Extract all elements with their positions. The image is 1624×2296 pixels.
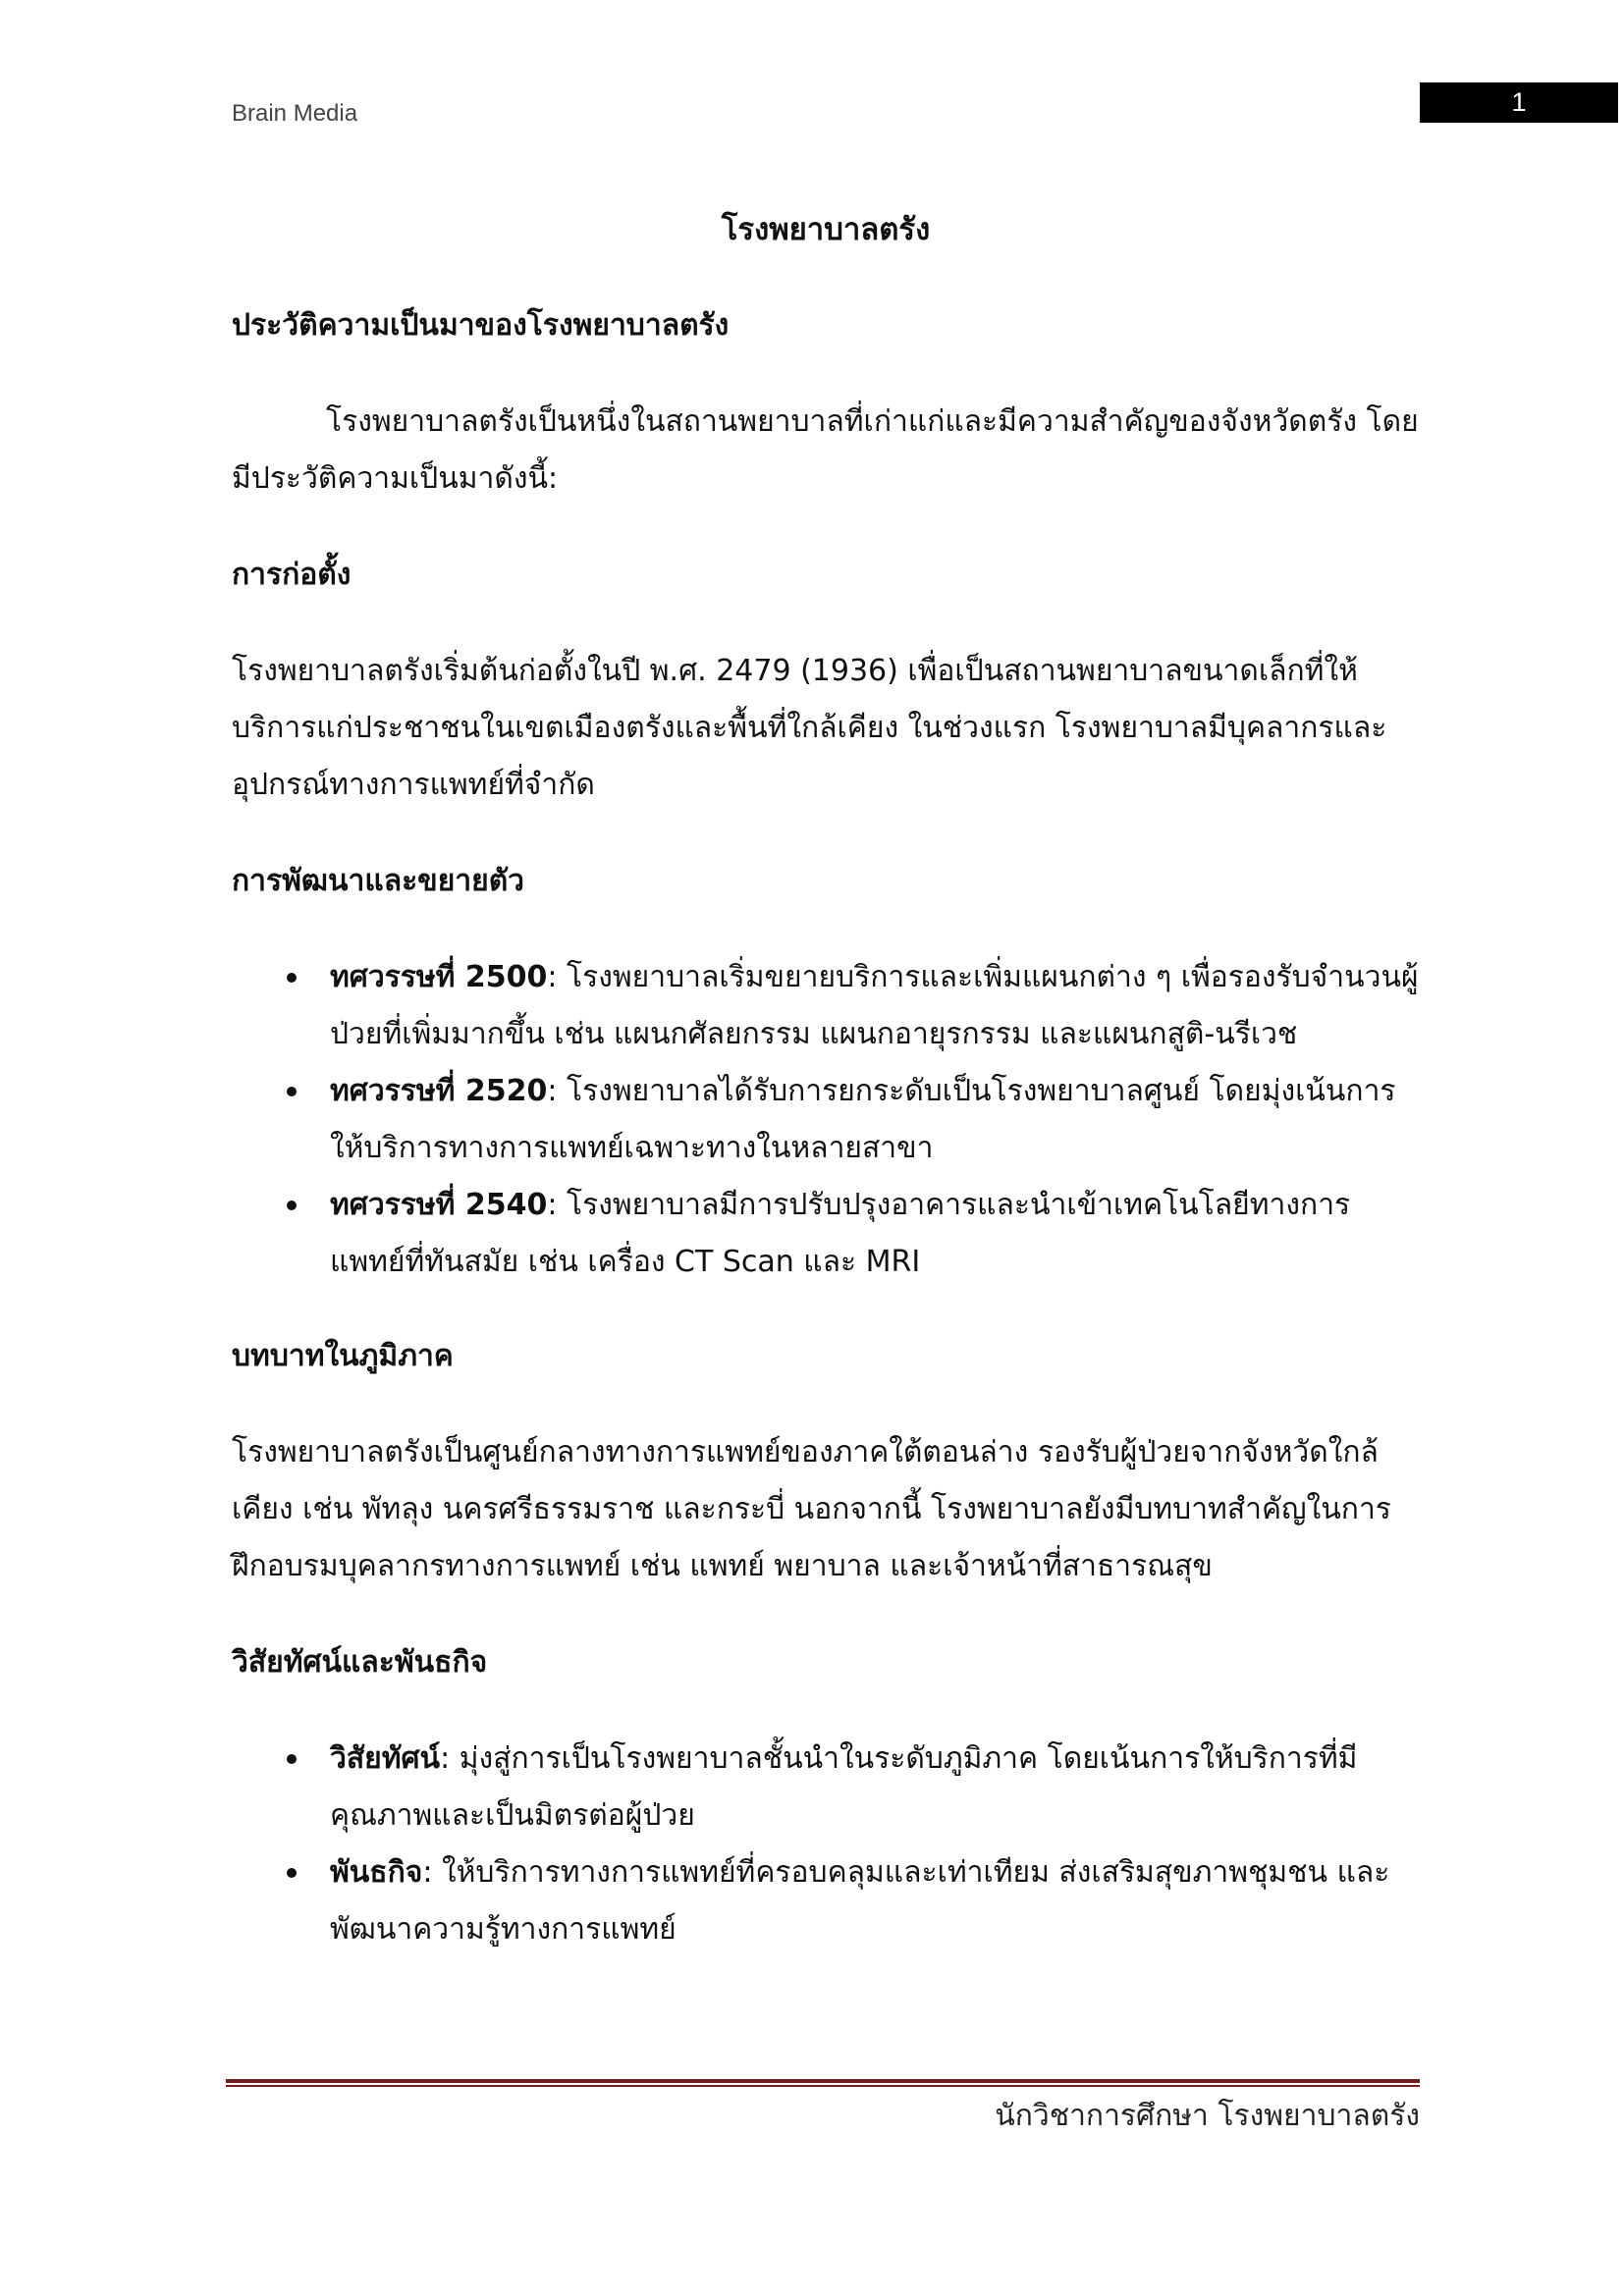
list-item [232,1844,1420,1958]
founding-paragraph: โรงพยาบาลตรังเริ่มต้นก่อตั้งในปี พ.ศ. 2479 (1936) เพื่อเป็นสถานพยาบาลขนาดเล็กที่ให้บริการแก่ประชาชนในเขตเมืองตรังและพื้นที่ใกล้เคียง ในช่วงแรก โรงพยาบาลมีบุคลากรและอุปกรณ์ทางการแพทย์ที่จำกัด [232,654,1387,802]
bullet-icon [287,1754,297,1764]
footer-text: นักวิชาการศึกษา โรงพยาบาลตรัง [995,2099,1420,2133]
vision-heading: วิสัยทัศน์และพันธกิจ [232,1645,488,1680]
document-title: โรงพยาบาลตรัง [721,212,931,247]
list-item-text: : โรงพยาบาลมีการปรับปรุงอาคารและนำเข้าเทคโนโลยีทางการแพทย์ที่ทันสมัย เช่น เครื่อง CT Scan และ MRI [330,1188,1351,1279]
list-item-text: : มุ่งสู่การเป็นโรงพยาบาลชั้นนำในระดับภูมิภาค โดยเน้นการให้บริการที่มีคุณภาพและเป็นมิตรต่อผู้ป่วย [330,1741,1358,1833]
role-heading: บทบาทในภูมิภาค [232,1339,454,1373]
list-item-text: : ให้บริการทางการแพทย์ที่ครอบคลุมและเท่าเทียม ส่งเสริมสุขภาพชุมชน และพัฒนาความรู้ทางการแพทย์ [330,1855,1390,1947]
vision-list [232,1731,1420,1958]
bullet-icon [287,1868,297,1878]
list-item-term: พันธกิจ [330,1855,423,1890]
list-item-term: วิสัยทัศน์ [330,1741,441,1776]
intro-paragraph: โรงพยาบาลตรังเป็นหนึ่งในสถานพยาบาลที่เก่าแก่และมีความสำคัญของจังหวัดตรัง โดยมีประวัติความเป็นมาดังนี้: [232,404,1419,496]
history-heading: ประวัติความเป็นมาของโรงพยาบาลตรัง [232,308,730,343]
list-item-term: ทศวรรษที่ 2500 [330,960,548,994]
list-item-term: ทศวรรษที่ 2520 [330,1074,548,1108]
list-item [232,1063,1420,1177]
list-item-text: : โรงพยาบาลเริ่มขยายบริการและเพิ่มแผนกต่าง ๆ เพื่อรองรับจำนวนผู้ป่วยที่เพิ่มมากขึ้น เช่น แผนกศัลยกรรม แผนกอายุรกรรม และแผนกสูติ-นรีเวช [330,960,1419,1051]
list-item [232,1731,1420,1844]
document-body [232,201,1420,1996]
footer-divider [226,2079,1420,2087]
development-heading: การพัฒนาและขยายตัว [232,864,525,898]
development-list [232,949,1420,1291]
bullet-icon [287,1087,297,1096]
founding-heading: การก่อตั้ง [232,558,352,592]
page-number: 1 [1420,82,1618,123]
role-paragraph: โรงพยาบาลตรังเป็นศูนย์กลางทางการแพทย์ของภาคใต้ตอนล่าง รองรับผู้ป่วยจากจังหวัดใกล้เคียง เช่น พัทลุง นครศรีธรรมราช และกระบี่ นอกจากนี้ โรงพยาบาลยังมีบทบาทสำคัญในการฝึกอบรมบุคลากรทางการแพทย์ เช่น แพทย์ พยาบาล และเจ้าหน้าที่สาธารณสุข [232,1435,1391,1583]
publisher-name: Brain Media [232,100,358,127]
bullet-icon [287,973,297,983]
list-item-text: : โรงพยาบาลได้รับการยกระดับเป็นโรงพยาบาลศูนย์ โดยมุ่งเน้นการให้บริการทางการแพทย์เฉพาะทางในหลายสาขา [330,1074,1396,1165]
list-item-term: ทศวรรษที่ 2540 [330,1188,548,1222]
list-item [232,1177,1420,1291]
bullet-icon [287,1201,297,1210]
list-item [232,949,1420,1063]
